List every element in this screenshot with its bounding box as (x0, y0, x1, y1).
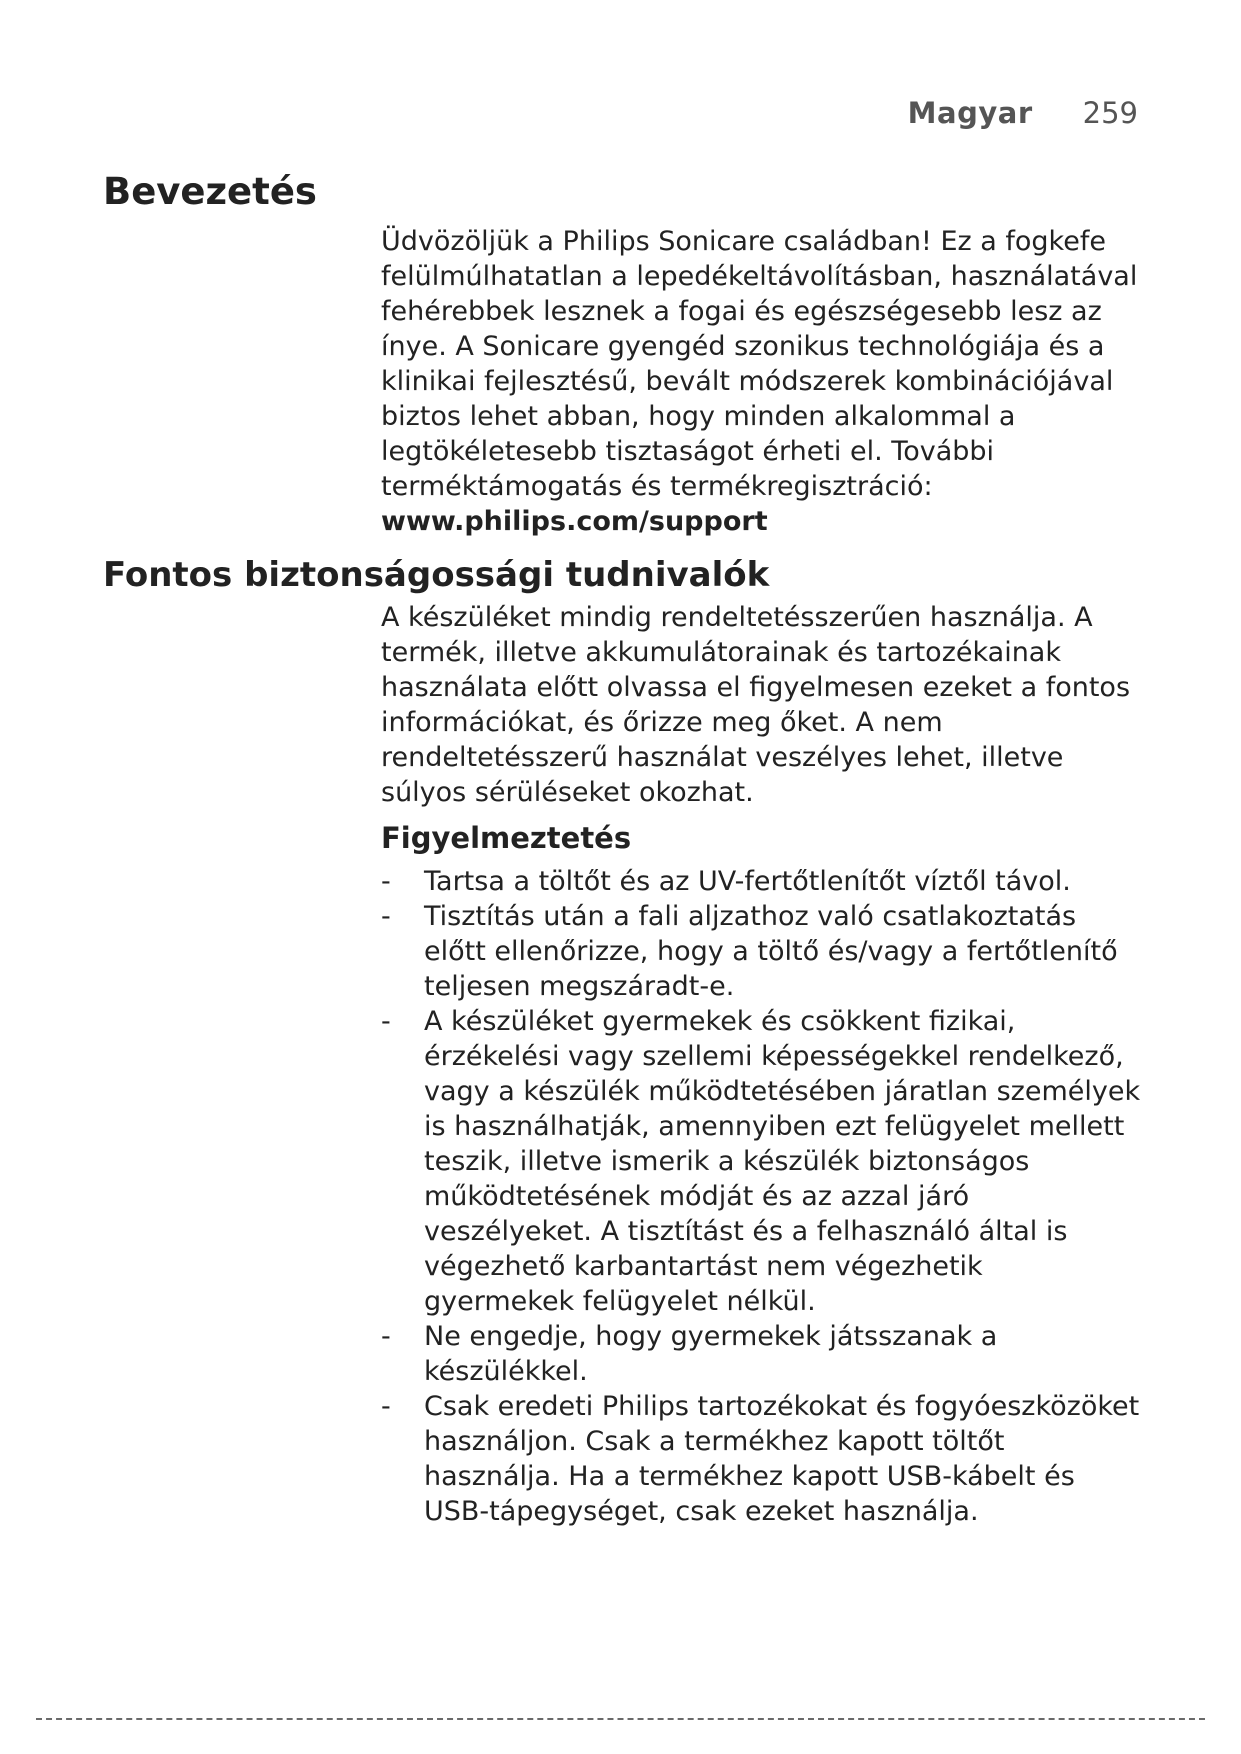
page-header (908, 96, 1138, 130)
list-item-text: A készüléket gyermekek és csökkent fizikai, érzékelési vagy szellemi képességekkel rendelkező, vagy a készülék működtetésében járatlan személyek is használhatják, amennyiben ezt felügyelet mellett teszik, illetve ismerik a készülék biztonságos működtetésének módját és az azzal járó veszélyeket. A tisztítást és a felhasználó által is végezhető karbantartást nem végezhetik gyermekek felügyelet nélkül. (424, 1006, 1141, 1317)
list-item-text: Ne engedje, hogy gyermekek játsszanak a készülékkel. (424, 1321, 998, 1387)
bullet-dash: - (381, 866, 391, 897)
footer-divider (36, 1718, 1205, 1720)
list-item (381, 1319, 1141, 1389)
safety-paragraph: A készüléket mindig rendeltetésszerűen használja. A termék, illetve akkumulátorainak és tartozékainak használata előtt olvassa el figyelmesen ezeket a fontos információkat, és őrizze meg őket. A nem rendeltetésszerű használat veszélyes lehet, illetve súlyos sérüléseket okozhat. (381, 602, 1131, 808)
safety-body (381, 600, 1141, 1529)
page-number: 259 (1082, 96, 1138, 130)
intro-body (381, 224, 1141, 539)
section-title-safety: Fontos biztonságossági tudnivalók (103, 555, 770, 595)
support-link[interactable]: www.philips.com/support (381, 506, 768, 537)
list-item-text: Tisztítás után a fali aljzathoz való csatlakoztatás előtt ellenőrizze, hogy a töltő és/vagy a fertőtlenítő teljesen megszáradt-e. (424, 901, 1118, 1002)
bullet-dash: - (381, 901, 391, 932)
list-item (381, 899, 1141, 1004)
warning-title: Figyelmeztetés (381, 821, 632, 855)
list-item-text: Tartsa a töltőt és az UV-fertőtlenítőt víztől távol. (424, 866, 1071, 897)
list-item-text: Csak eredeti Philips tartozékokat és fogyóeszközöket használjon. Csak a termékhez kapott töltőt használja. Ha a termékhez kapott USB-kábelt és USB-tápegységet, csak ezeket használja. (424, 1391, 1140, 1527)
intro-paragraph: Üdvözöljük a Philips Sonicare családban! Ez a fogkefe felülmúlhatatlan a lepedékeltávolításban, használatával fehérebbek lesznek a fogai és egészségesebb lesz az ínye. A Sonicare gyengéd szonikus technológiája és a klinikai fejlesztésű, bevált módszerek kombinációjával biztos lehet abban, hogy minden alkalommal a legtökéletesebb tisztaságot érheti el. További terméktámogatás és termékregisztráció: (381, 226, 1138, 502)
section-title-intro: Bevezetés (103, 170, 317, 213)
list-item (381, 1389, 1141, 1529)
warning-list (381, 864, 1141, 1529)
bullet-dash: - (381, 1391, 391, 1422)
list-item (381, 864, 1141, 899)
language-label: Magyar (907, 96, 1033, 130)
list-item (381, 1004, 1141, 1319)
bullet-dash: - (381, 1006, 391, 1037)
bullet-dash: - (381, 1321, 391, 1352)
